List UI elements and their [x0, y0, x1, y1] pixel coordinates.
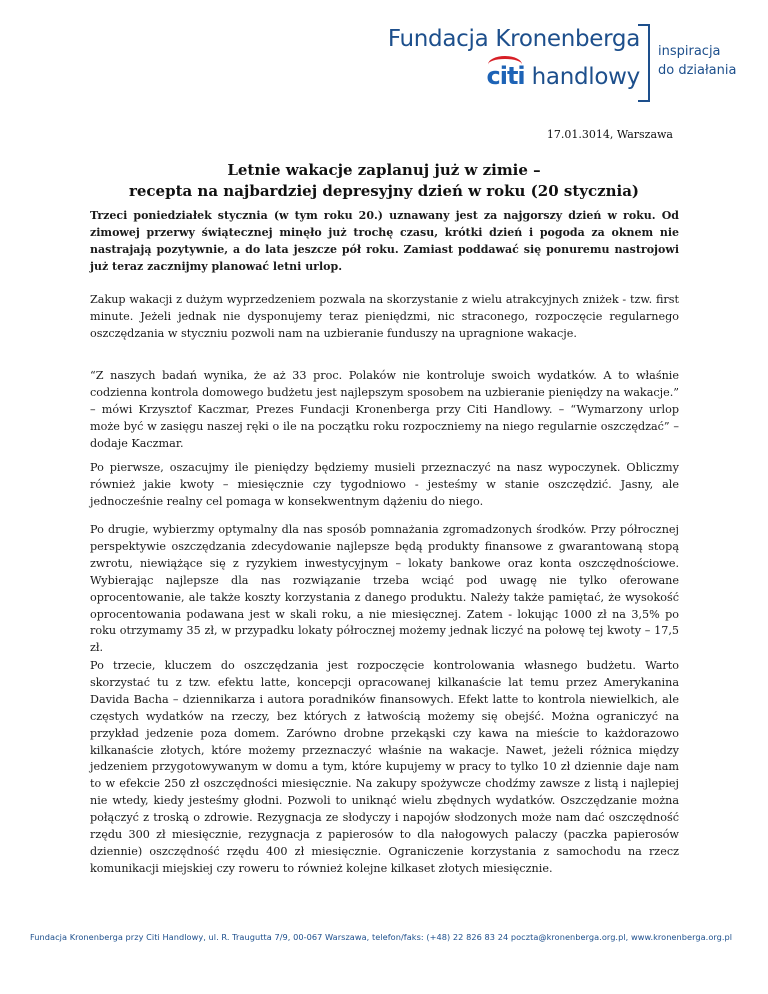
tagline — [658, 42, 736, 80]
citi-logo-icon — [486, 62, 524, 90]
title-line-1: Letnie wakacje zaplanuj już w zimie – — [227, 161, 541, 179]
bracket-divider — [638, 24, 650, 102]
citi-handlowy-logo — [486, 62, 640, 90]
header-logo — [387, 20, 748, 100]
document-title — [80, 160, 688, 202]
body-paragraph: Zakup wakacji z dużym wyprzedzeniem pozwala na skorzystanie z wielu atrakcyjnych zniżek - tzw. first minute. Jeżeli jednak nie dysponujemy teraz pieniędzmi, nic straconego, rozpoczęcie regularnego oszczędzania w styczniu pozwoli nam na uzbieranie funduszy na upragnione wakacje. — [90, 293, 679, 340]
citi-wordmark: citi — [486, 62, 525, 90]
title-line-2: recepta na najbardziej depresyjny dzień w roku (20 stycznia) — [128, 182, 640, 200]
tagline-line-1: inspiracja — [658, 44, 721, 59]
bank-name: handlowy — [531, 64, 640, 90]
body-paragraph: Po trzecie, kluczem do oszczędzania jest rozpoczęcie kontrolowania własnego budżetu. Warto skorzystać tu z tzw. efektu latte, koncepcji opracowanej kilkanaście lat temu przez Amerykanina Davida Bacha – dziennikarza i autora poradników finansowych. Efekt latte to kontrola niewielkich, ale częstych wydatków na rzeczy, bez których z łatwością możemy się obejść. Można ograniczyć na przykład jedzenie poza domem. Zarówno drobne przekąski czy kawa na mieście to każdorazowo kilkanaście złotych, które możemy przeznaczyć właśnie na wakacje. Nawet, jeżeli różnica między jedzeniem przygotowywanym w domu a tym, które kupujemy w pracy to tylko 10 zł dziennie daje nam to w efekcie 250 zł oszczędności miesięcznie. Na zakupy spożywcze chodźmy zawsze z listą i najlepiej nie wtedy, kiedy jesteśmy głodni. Pozwoli to uniknąć wielu zbędnych wydatków. Oszczędzanie można połączyć z troską o zdrowie. Rezygnacja ze słodyczy i napojów słodzonych może nam dać oszczędność rzędu 300 zł miesięcznie, rezygnacja z papierosów to dla nałogowych palaczy (paczka papierosów dziennie) oszczędność rzędu 400 zł miesięcznie. Ograniczenie korzystania z samochodu na rzecz komunikacji miejskiej czy roweru to również kolejne kilkaset złotych miesięcznie. — [90, 659, 679, 875]
body-paragraph: Po drugie, wybierzmy optymalny dla nas sposób pomnażania zgromadzonych środków. Przy półrocznej perspektywie oszczędzania zdecydowanie najlepsze będą produkty finansowe z gwarantowaną stopą zwrotu, niewiążące się z ryzykiem inwestycyjnym – lokaty bankowe oraz konta oszczędnościowe. Wybierając najlepsze dla nas rozwiązanie trzeba wciąć pod uwagę nie tylko oferowane oprocentowanie, ale także koszty korzystania z danego produktu. Należy także pamiętać, że wysokość oprocentowania podawana jest w skali roku, a nie miesięcznej. Zatem - lokując 1000 zł na 3,5% po roku otrzymamy 35 zł, w przypadku lokaty półrocznej możemy jednak liczyć na połowę tej kwoty – 17,5 zł. — [90, 523, 679, 655]
lead-paragraph: Trzeci poniedziałek stycznia (w tym roku 20.) uznawany jest za najgorszy dzień w roku. Od zimowej przerwy świątecznej minęło już trochę czasu, krótki dzień i pogoda za oknem nie nastrajają pozytywnie, a do lata jeszcze pół roku. Zamiast poddawać się ponuremu nastrojowi już teraz zacznijmy planować letni urlop. — [90, 209, 679, 273]
foundation-name: Fundacja Kronenberga — [387, 26, 640, 52]
body-paragraph: Po pierwsze, oszacujmy ile pieniędzy będziemy musieli przeznaczyć na nasz wypoczynek. Obliczmy również jakie kwoty – miesięcznie czy tygodniowo - jesteśmy w stanie oszczędzić. Jasny, ale jednocześnie realny cel pomaga w konsekwentnym dążeniu do niego. — [90, 461, 679, 508]
footer-contact: Fundacja Kronenberga przy Citi Handlowy, ul. R. Traugutta 7/9, 00-067 Warszawa, telefon/faks: (+48) 22 826 83 24 poczta@kronenberga.org.pl, www.kronenberga.org.pl — [30, 932, 733, 942]
body-paragraph: “Z naszych badań wynika, że aż 33 proc. Polaków nie kontroluje swoich wydatków. A to właśnie codzienna kontrola domowego budżetu jest najlepszym sposobem na uzbieranie pieniędzy na wakacje.” – mówi Krzysztof Kaczmar, Prezes Fundacji Kronenberga przy Citi Handlowy. – “Wymarzony urlop może być w zasięgu naszej ręki o ile na początku roku rozpoczniemy na niego regularnie oszczędzać” – dodaje Kaczmar. — [90, 369, 679, 450]
citi-arc-icon — [488, 56, 522, 73]
tagline-line-2: do działania — [658, 63, 737, 78]
dateline: 17.01.3014, Warszawa — [546, 128, 673, 141]
